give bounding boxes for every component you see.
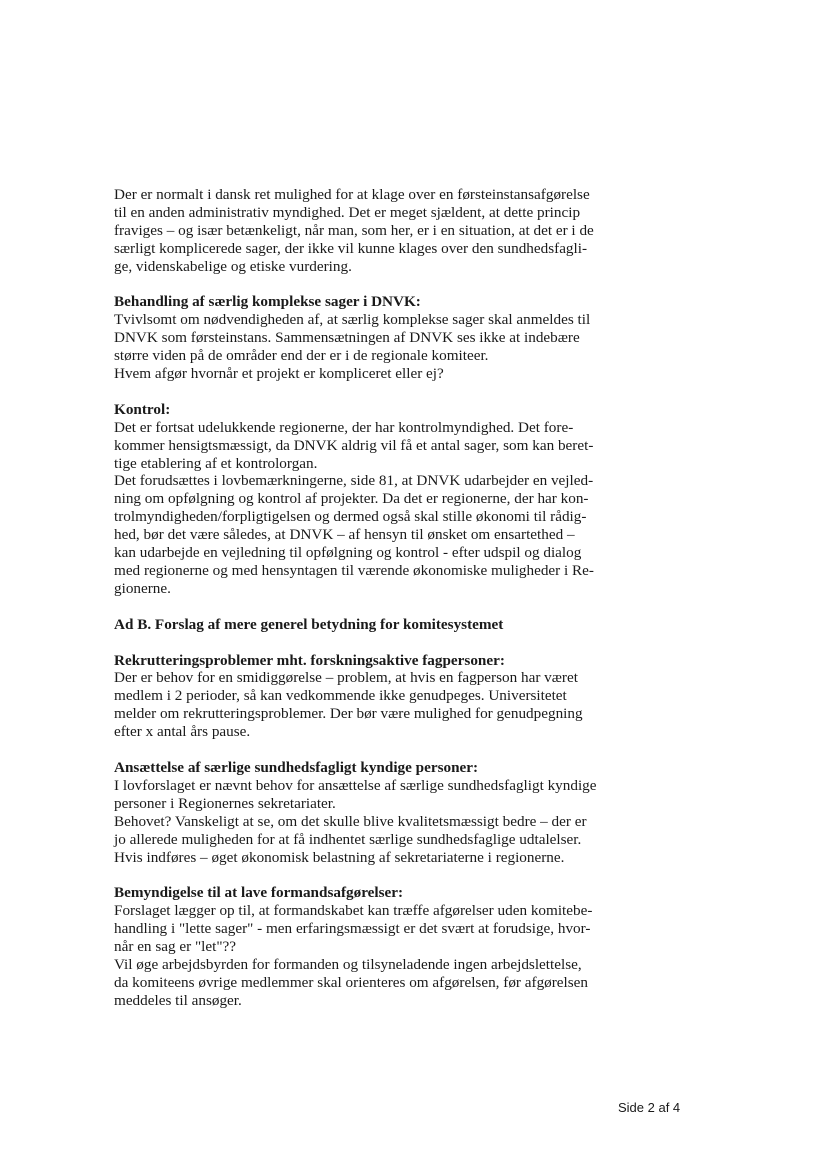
text-line: Der er behov for en smidiggørelse – problem, at hvis en fagperson har været: [114, 669, 578, 687]
section-formand: [114, 884, 614, 1009]
text-line: jo allerede muligheden for at få indhentet særlige sundhedsfaglige udtalelser.: [114, 830, 582, 848]
section-heading: Bemyndigelse til at lave formandsafgørelser:: [114, 884, 404, 902]
text-line: ge, videnskabelige og etiske vurdering.: [114, 257, 352, 275]
section-dnvk: [114, 293, 614, 382]
text-line: I lovforslaget er nævnt behov for ansættelse af særlige sundhedsfagligt kyndige: [114, 776, 597, 794]
text-line: tige etablering af et kontrolorgan.: [114, 454, 318, 472]
text-line: Det forudsættes i lovbemærkningerne, side 81, at DNVK udarbejder en vejled-: [114, 472, 594, 490]
text-line: særligt komplicerede sager, der ikke vil kunne klages over den sundhedsfagli-: [114, 239, 588, 257]
text-line: kan udarbejde en vejledning til opfølgning og kontrol - efter udspil og dialog: [114, 544, 582, 562]
text-line: Der er normalt i dansk ret mulighed for at klage over en førsteinstansafgørelse: [114, 186, 590, 203]
text-line: Vil øge arbejdsbyrden for formanden og tilsyneladende ingen arbejdslettelse,: [114, 955, 582, 973]
document-body: [114, 186, 614, 1010]
text-line: Forslaget lægger op til, at formandskabet kan træffe afgørelser uden komitebe-: [114, 902, 593, 920]
section-heading: Behandling af særlig komplekse sager i DNVK:: [114, 293, 421, 311]
section-heading: Rekrutteringsproblemer mht. forskningsaktive fagpersoner:: [114, 651, 505, 669]
section-kontrol: [114, 401, 614, 598]
text-line: når en sag er "let"??: [114, 938, 237, 956]
text-line: Hvis indføres – øget økonomisk belastning af sekretariaterne i regionerne.: [114, 848, 565, 866]
section-heading: Kontrol:: [114, 400, 171, 418]
text-line: trolmyndigheden/forpligtigelsen og dermed også skal stille økonomi til rådig-: [114, 508, 587, 526]
text-line: DNVK som førsteinstans. Sammensætningen af DNVK ses ikke at indebære: [114, 329, 580, 347]
section-heading: Ansættelse af særlige sundhedsfagligt kyndige personer:: [114, 759, 479, 777]
paragraph-klageadgang: [114, 186, 614, 275]
text-line: fraviges – og især betænkeligt, når man, som her, er i en situation, at det er i de: [114, 221, 594, 239]
text-line: kommer hensigtsmæssigt, da DNVK aldrig vil få et antal sager, som kan beret-: [114, 436, 594, 454]
text-line: personer i Regionernes sekretariater.: [114, 794, 336, 812]
text-line: Hvem afgør hvornår et projekt er kompliceret eller ej?: [114, 365, 444, 383]
text-line: meddeles til ansøger.: [114, 991, 242, 1009]
text-line: melder om rekrutteringsproblemer. Der bør være mulighed for genudpegning: [114, 705, 583, 723]
text-line: da komiteens øvrige medlemmer skal orienteres om afgørelsen, før afgørelsen: [114, 973, 589, 991]
text-line: ning om opfølgning og kontrol af projekter. Da det er regionerne, der har kon-: [114, 490, 589, 508]
text-line: medlem i 2 perioder, så kan vedkommende ikke genudpeges. Universitetet: [114, 687, 567, 705]
section-b-heading: Ad B. Forslag af mere generel betydning for komitesystemet: [114, 615, 504, 633]
text-line: Tvivlsomt om nødvendigheden af, at særlig komplekse sager skal anmeldes til: [114, 311, 591, 329]
text-line: Det er fortsat udelukkende regionerne, der har kontrolmyndighed. Det fore-: [114, 418, 574, 436]
text-line: handling i "lette sager" - men erfaringsmæssigt er det svært at forudsige, hvor-: [114, 920, 591, 938]
section-rekruttering: [114, 652, 614, 741]
page-number: Side 2 af 4: [618, 1100, 681, 1115]
text-line: gionerne.: [114, 579, 171, 597]
text-line: Behovet? Vanskeligt at se, om det skulle blive kvalitetsmæssigt bedre – der er: [114, 812, 587, 830]
text-line: hed, bør det være således, at DNVK – af hensyn til ønsket om ensartethed –: [114, 526, 575, 544]
text-line: større viden på de områder end der er i de regionale komiteer.: [114, 347, 489, 365]
section-ansaettelse: [114, 759, 614, 866]
text-line: til en anden administrativ myndighed. Det er meget sjældent, at dette princip: [114, 203, 581, 221]
text-line: efter x antal års pause.: [114, 723, 251, 741]
text-line: med regionerne og med hensyntagen til værende økonomiske muligheder i Re-: [114, 561, 594, 579]
